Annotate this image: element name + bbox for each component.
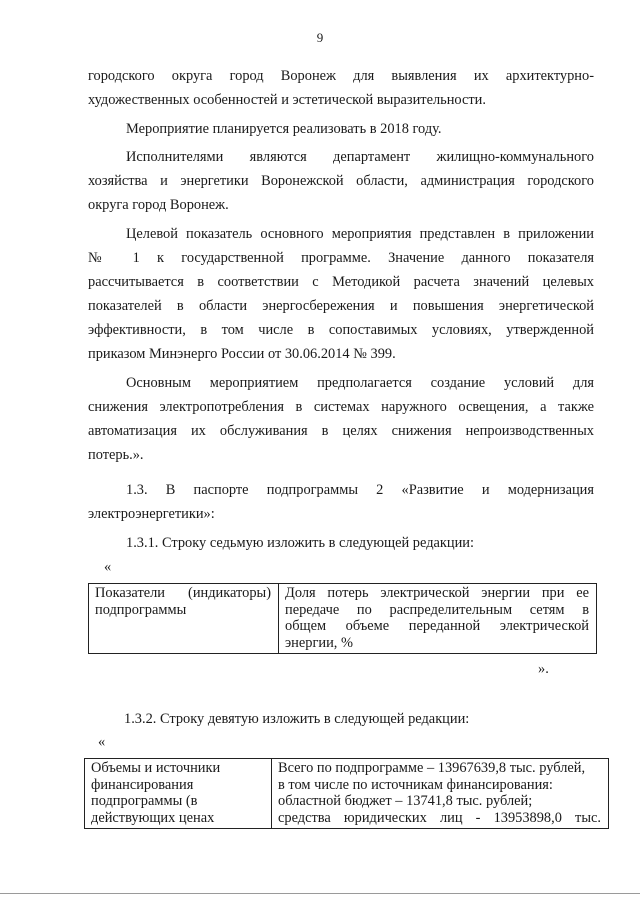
- text-line: городского округа город Воронеж для выявления их архитектурно-: [88, 68, 594, 84]
- cell-line: Всего по подпрограмме – 13967639,8 тыс. рублей,: [278, 760, 586, 776]
- text-line: округа город Воронеж.: [88, 197, 229, 213]
- text-line: 1.3.1. Строку седьмую изложить в следующей редакции:: [126, 535, 475, 551]
- table-row: [89, 584, 597, 654]
- text-line: эффективности, в том числе в сопоставимых условиях, утвержденной: [88, 322, 594, 338]
- text-line: Целевой показатель основного мероприятия представлен в приложении: [126, 226, 594, 242]
- cell-line: передаче по распределительным сетям в: [285, 601, 589, 618]
- cell-line: подпрограммы (в: [91, 793, 198, 809]
- cell-line: в том числе по источникам финансирования:: [278, 776, 553, 793]
- text-line: снижения электропотребления в системах наружного освещения, а также: [88, 399, 594, 415]
- passport-table-row7: [88, 583, 597, 654]
- table-cell-value: [272, 759, 609, 829]
- cell-line: действующих ценах: [91, 809, 215, 826]
- text-line: автоматизация их обслуживания в целях снижения непроизводственных: [88, 423, 594, 439]
- cell-line: общем объеме переданной электрической: [285, 618, 589, 634]
- text-line: электроэнергетики»:: [88, 506, 215, 522]
- text-line: рассчитывается в соответствии с Методикой расчета значений целевых: [88, 274, 594, 290]
- quote-close: ».: [538, 661, 549, 677]
- cell-line: подпрограммы: [95, 601, 187, 618]
- text-line: потерь.».: [88, 447, 144, 463]
- quote-open: «: [98, 734, 106, 750]
- text-line: художественных особенностей и эстетической выразительности.: [88, 92, 486, 108]
- page-number: 9: [316, 30, 324, 45]
- cell-line: Объемы и источники: [91, 760, 221, 776]
- cell-line: Доля потерь электрической энергии при ее: [285, 585, 589, 601]
- table-cell-label: [89, 584, 279, 654]
- cell-line: средства юридических лиц - 13953898,0 тыс.: [278, 809, 601, 826]
- table-cell-value: [279, 584, 597, 654]
- cell-line: Показатели (индикаторы): [95, 585, 271, 601]
- text-line: хозяйства и энергетики Воронежской области, администрация городского: [88, 173, 594, 189]
- text-line: 1.3.2. Строку девятую изложить в следующей редакции:: [124, 711, 470, 727]
- text-line: Исполнителями являются департамент жилищно-коммунального: [126, 149, 594, 165]
- cell-line: финансирования: [91, 776, 194, 793]
- passport-table-row9: [84, 758, 609, 829]
- page-bottom-edge: [0, 893, 640, 894]
- cell-line: областной бюджет – 13741,8 тыс. рублей;: [278, 793, 533, 809]
- text-line: показателей в области энергосбережения и повышения энергетической: [88, 298, 594, 314]
- text-line: Основным мероприятием предполагается создание условий для: [126, 375, 594, 391]
- cell-line: энергии, %: [285, 634, 353, 651]
- quote-open: «: [104, 559, 112, 575]
- text-line: приказом Минэнерго России от 30.06.2014 № 399.: [88, 346, 396, 362]
- table-row: [85, 759, 609, 829]
- table-cell-label: [85, 759, 272, 829]
- text-line: Мероприятие планируется реализовать в 2018 году.: [126, 121, 442, 137]
- text-line: 1.3. В паспорте подпрограммы 2 «Развитие и модернизация: [126, 482, 594, 498]
- text-line: № 1 к государственной программе. Значение данного показателя: [88, 250, 594, 266]
